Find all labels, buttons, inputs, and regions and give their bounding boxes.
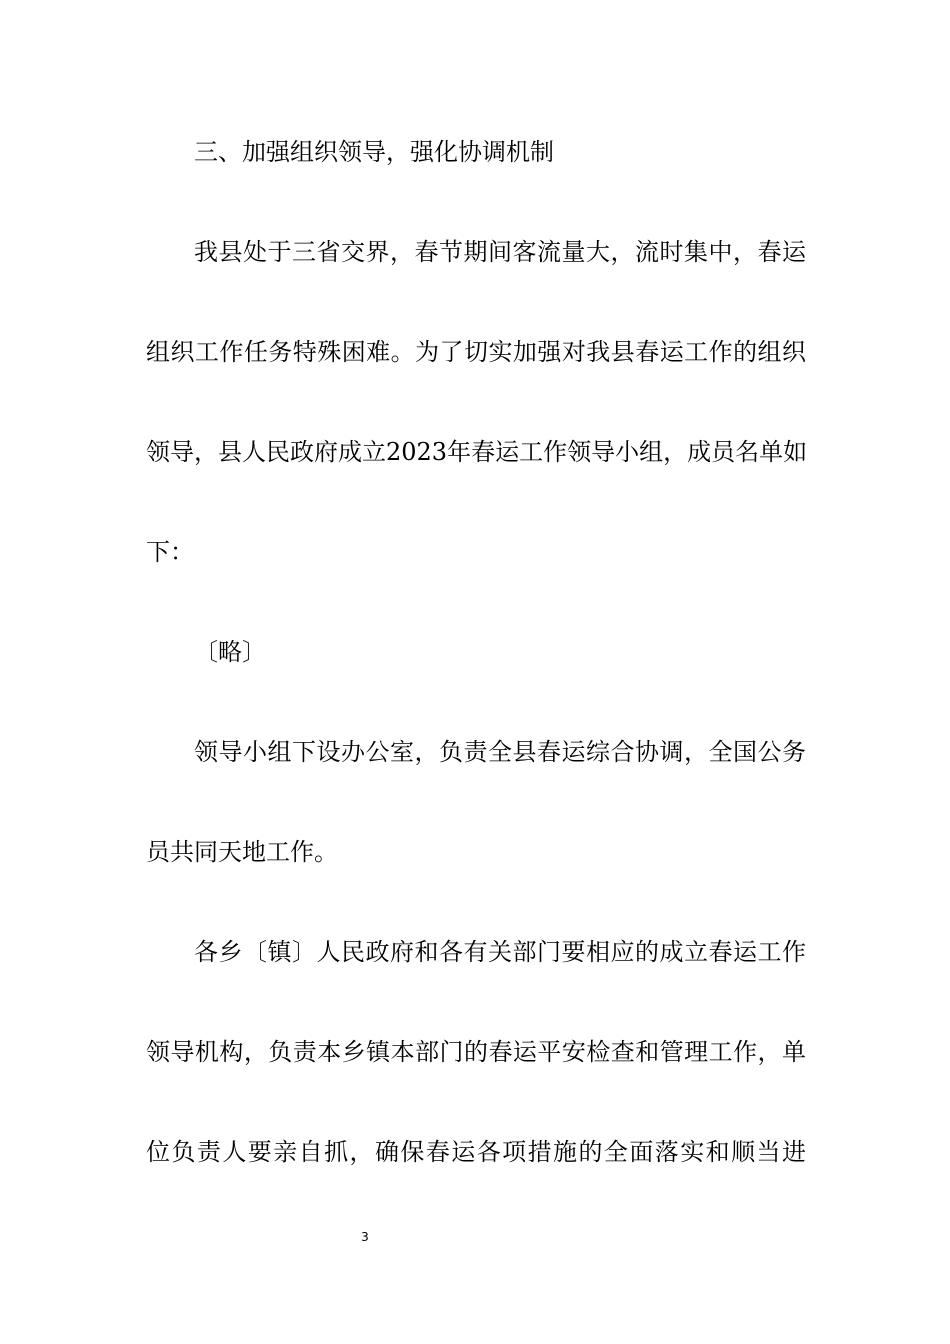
paragraph-1-line-2: 组织工作任务特殊困难。为了切实加强对我县春运工作的组织 (146, 338, 806, 366)
paragraph-1-line-3: 领导，县人民政府成立2023年春运工作领导小组，成员名单如 (146, 438, 808, 466)
paragraph-2-line-1: 领导小组下设办公室，负责全县春运综合协调，全国公务 (194, 738, 806, 766)
omitted-list-marker: 〔略〕 (194, 638, 266, 666)
paragraph-1-line-4: 下： (146, 538, 194, 566)
paragraph-3-line-1: 各乡〔镇〕人民政府和各有关部门要相应的成立春运工作 (194, 938, 806, 966)
paragraph-2-line-2: 员共同天地工作。 (146, 838, 338, 866)
paragraph-3-line-3: 位负责人要亲自抓，确保春运各项措施的全面落实和顺当进 (146, 1138, 806, 1166)
section-heading: 三、加强组织领导，强化协调机制 (194, 138, 554, 166)
paragraph-1-line-1: 我县处于三省交界，春节期间客流量大，流时集中，春运 (194, 238, 806, 266)
paragraph-3-line-2: 领导机构，负责本乡镇本部门的春运平安检查和管理工作，单 (146, 1038, 806, 1066)
page-number: 3 (361, 1230, 369, 1244)
